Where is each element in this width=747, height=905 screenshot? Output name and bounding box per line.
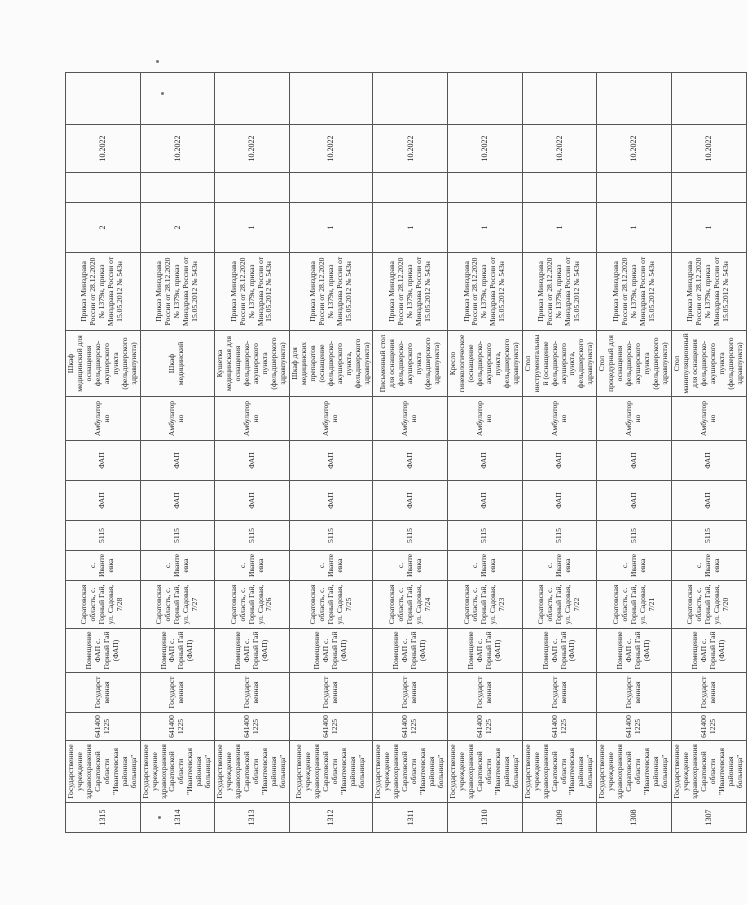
cell-ownership: Государственная (215, 673, 290, 713)
cell-date: 10.2022 (140, 125, 215, 173)
cell-ownership: Государственная (66, 673, 141, 713)
cell-code: 5115 (215, 521, 290, 551)
cell-type1: ФАП (289, 481, 373, 521)
cell-unit: Помещение ФАП с. Горный Гай (ФАП) (373, 629, 448, 673)
cell-address: Саратовская область, с. Горный Гай, ул. Садовая, 7/26 (215, 581, 290, 629)
cell-date: 10.2022 (671, 125, 746, 173)
cell-settlement: с. Ивантеевка (597, 551, 672, 581)
equipment-table (65, 72, 747, 833)
cell-unit: Помещение ФАП с. Горный Гай (ФАП) (66, 629, 141, 673)
cell-equipment: Стол манипуляционный для оснащения фельдшерско-акушерского пункта (фельдшерского здравпункта) (671, 331, 746, 397)
cell-order: Приказ Минздрава России от 28.12.2020 № 1379н, приказ Минздрава России от 15.05.2012 № 543н (597, 253, 672, 331)
cell-id: 1307 (671, 803, 746, 833)
cell-note (448, 73, 523, 125)
cell-org: Государственное учреждение здравоохранения Саратовской области "Ивантеевская районная больница" (66, 741, 141, 803)
cell-date: 10.2022 (66, 125, 141, 173)
cell-type1: ФАП (373, 481, 448, 521)
cell-type1: ФАП (66, 481, 141, 521)
cell-code: 5115 (597, 521, 672, 551)
table-body (66, 73, 747, 833)
cell-order: Приказ Минздрава России от 28.12.2020 № 1379н, приказ Минздрава России от 15.05.2012 № 543н (373, 253, 448, 331)
table-row (373, 73, 448, 833)
cell-code: 5115 (289, 521, 373, 551)
cell-qty-available (671, 173, 746, 203)
cell-org: Государственное учреждение здравоохранения Саратовской области "Ивантеевская районная больница" (522, 741, 597, 803)
cell-inn: 6414001225 (140, 713, 215, 741)
cell-org: Государственное учреждение здравоохранения Саратовской области "Ивантеевская районная больница" (215, 741, 290, 803)
cell-care: Амбулаторно (215, 397, 290, 441)
cell-ownership: Государственная (289, 673, 373, 713)
table-row (66, 73, 141, 833)
cell-order: Приказ Минздрава России от 28.12.2020 № 1379н, приказ Минздрава России от 15.05.2012 № 543н (289, 253, 373, 331)
cell-care: Амбулаторно (448, 397, 523, 441)
cell-unit: Помещение ФАП с. Горный Гай (ФАП) (671, 629, 746, 673)
cell-settlement: с. Ивантеевка (215, 551, 290, 581)
cell-id: 1308 (597, 803, 672, 833)
cell-org: Государственное учреждение здравоохранения Саратовской области "Ивантеевская районная больница" (140, 741, 215, 803)
cell-equipment: Стол процедурный для оснащения фельдшерско-акушерского пункта (фельдшерского здравпункта) (597, 331, 672, 397)
cell-qty-available (140, 173, 215, 203)
cell-type2: ФАП (448, 441, 523, 481)
cell-equipment: Кушетка медицинская для оснащения фельдшерско-акушерского пункта (фельдшерского здравпункта) (215, 331, 290, 397)
cell-id: 1314 (140, 803, 215, 833)
cell-settlement: с. Ивантеевка (373, 551, 448, 581)
cell-id: 1315 (66, 803, 141, 833)
cell-address: Саратовская область, с. Горный Гай, ул. Садовая, 7/28 (66, 581, 141, 629)
cell-type2: ФАП (671, 441, 746, 481)
cell-org: Государственное учреждение здравоохранения Саратовской области "Ивантеевская районная больница" (671, 741, 746, 803)
cell-address: Саратовская область, с. Горный Гай, ул. Садовая, 7/27 (140, 581, 215, 629)
cell-date: 10.2022 (522, 125, 597, 173)
cell-order: Приказ Минздрава России от 28.12.2020 № 1379н, приказ Минздрава России от 15.05.2012 № 543н (671, 253, 746, 331)
cell-inn: 6414001225 (671, 713, 746, 741)
cell-ownership: Государственная (373, 673, 448, 713)
cell-type2: ФАП (215, 441, 290, 481)
cell-note (289, 73, 373, 125)
cell-type2: ФАП (597, 441, 672, 481)
cell-type1: ФАП (215, 481, 290, 521)
cell-code: 5115 (448, 521, 523, 551)
cell-ownership: Государственная (522, 673, 597, 713)
scan-speck (156, 60, 159, 63)
cell-equipment: Шкаф для медицинских препаратов (оснащение фельдшерско-акушерского пункта, фельдшерского здравпункта) (289, 331, 373, 397)
cell-settlement: с. Ивантеевка (448, 551, 523, 581)
cell-date: 10.2022 (597, 125, 672, 173)
cell-org: Государственное учреждение здравоохранения Саратовской области "Ивантеевская районная больница" (597, 741, 672, 803)
cell-code: 5115 (671, 521, 746, 551)
cell-settlement: с. Ивантеевка (289, 551, 373, 581)
cell-note (373, 73, 448, 125)
cell-unit: Помещение ФАП с. Горный Гай (ФАП) (289, 629, 373, 673)
cell-order: Приказ Минздрава России от 28.12.2020 № 1379н, приказ Минздрава России от 15.05.2012 № 543н (448, 253, 523, 331)
cell-qty-available (373, 173, 448, 203)
cell-date: 10.2022 (215, 125, 290, 173)
cell-qty-available (289, 173, 373, 203)
cell-type2: ФАП (289, 441, 373, 481)
cell-id: 1312 (289, 803, 373, 833)
table-row (522, 73, 597, 833)
cell-note (522, 73, 597, 125)
cell-date: 10.2022 (289, 125, 373, 173)
cell-qty-available (448, 173, 523, 203)
cell-code: 5115 (66, 521, 141, 551)
cell-qty-required: 1 (597, 203, 672, 253)
cell-code: 5115 (373, 521, 448, 551)
cell-qty-required: 1 (373, 203, 448, 253)
cell-inn: 6414001225 (522, 713, 597, 741)
cell-id: 1311 (373, 803, 448, 833)
cell-qty-required: 1 (671, 203, 746, 253)
cell-unit: Помещение ФАП с. Горный Гай (ФАП) (215, 629, 290, 673)
cell-type1: ФАП (522, 481, 597, 521)
cell-org: Государственное учреждение здравоохранения Саратовской области "Ивантеевская районная больница" (448, 741, 523, 803)
cell-qty-available (597, 173, 672, 203)
cell-care: Амбулаторно (671, 397, 746, 441)
cell-qty-required: 2 (140, 203, 215, 253)
cell-org: Государственное учреждение здравоохранения Саратовской области "Ивантеевская районная больница" (373, 741, 448, 803)
cell-equipment: Кресло гинекологическое (оснащение фельдшерско-акушерского пункта, фельдшерского здравпункта) (448, 331, 523, 397)
cell-care: Амбулаторно (140, 397, 215, 441)
cell-inn: 6414001225 (289, 713, 373, 741)
cell-type1: ФАП (597, 481, 672, 521)
cell-unit: Помещение ФАП с. Горный Гай (ФАП) (140, 629, 215, 673)
cell-inn: 6414001225 (215, 713, 290, 741)
table-row (671, 73, 746, 833)
cell-equipment: Стол инструментальный (оснащение фельдшерско-акушерского пункта, фельдшерского здравпункта) (522, 331, 597, 397)
cell-qty-required: 1 (522, 203, 597, 253)
cell-ownership: Государственная (671, 673, 746, 713)
cell-date: 10.2022 (373, 125, 448, 173)
cell-note (671, 73, 746, 125)
cell-address: Саратовская область, с. Горный Гай, ул. Садовая, 7/21 (597, 581, 672, 629)
cell-inn: 6414001225 (448, 713, 523, 741)
cell-type2: ФАП (66, 441, 141, 481)
cell-address: Саратовская область, с. Горный Гай, ул. Садовая, 7/25 (289, 581, 373, 629)
cell-order: Приказ Минздрава России от 28.12.2020 № 1379н, приказ Минздрава России от 15.05.2012 № 543н (66, 253, 141, 331)
cell-type1: ФАП (140, 481, 215, 521)
table-row (289, 73, 373, 833)
cell-note (66, 73, 141, 125)
cell-org: Государственное учреждение здравоохранения Саратовской области "Ивантеевская районная больница" (289, 741, 373, 803)
cell-care: Амбулаторно (289, 397, 373, 441)
cell-type2: ФАП (373, 441, 448, 481)
cell-order: Приказ Минздрава России от 28.12.2020 № 1379н, приказ Минздрава России от 15.05.2012 № 543н (215, 253, 290, 331)
cell-settlement: с. Ивантеевка (522, 551, 597, 581)
cell-ownership: Государственная (140, 673, 215, 713)
cell-order: Приказ Минздрава России от 28.12.2020 № 1379н, приказ Минздрава России от 15.05.2012 № 543н (522, 253, 597, 331)
cell-inn: 6414001225 (373, 713, 448, 741)
cell-settlement: с. Ивантеевка (66, 551, 141, 581)
cell-inn: 6414001225 (66, 713, 141, 741)
cell-unit: Помещение ФАП с. Горный Гай (ФАП) (522, 629, 597, 673)
table-row (140, 73, 215, 833)
cell-settlement: с. Ивантеевка (671, 551, 746, 581)
cell-type2: ФАП (140, 441, 215, 481)
cell-code: 5115 (522, 521, 597, 551)
cell-code: 5115 (140, 521, 215, 551)
cell-note (140, 73, 215, 125)
cell-unit: Помещение ФАП с. Горный Гай (ФАП) (448, 629, 523, 673)
cell-ownership: Государственная (597, 673, 672, 713)
cell-note (597, 73, 672, 125)
cell-type1: ФАП (671, 481, 746, 521)
cell-qty-required: 2 (66, 203, 141, 253)
cell-address: Саратовская область, с. Горный Гай, ул. Садовая, 7/24 (373, 581, 448, 629)
cell-order: Приказ Минздрава России от 28.12.2020 № 1379н, приказ Минздрава России от 15.05.2012 № 543н (140, 253, 215, 331)
cell-equipment: Шкаф медицинский для оснащения фельдшерско-акушерского пункта (фельдшерского здравпункта) (66, 331, 141, 397)
cell-qty-available (522, 173, 597, 203)
cell-unit: Помещение ФАП с. Горный Гай (ФАП) (597, 629, 672, 673)
cell-id: 1310 (448, 803, 523, 833)
cell-ownership: Государственная (448, 673, 523, 713)
cell-care: Амбулаторно (373, 397, 448, 441)
cell-qty-available (215, 173, 290, 203)
cell-care: Амбулаторно (66, 397, 141, 441)
cell-type2: ФАП (522, 441, 597, 481)
cell-equipment: Шкаф медицинский (140, 331, 215, 397)
cell-inn: 6414001225 (597, 713, 672, 741)
cell-equipment: Письменный стол для оснащения фельдшерско-акушерского пункта (фельдшерского здравпункта) (373, 331, 448, 397)
cell-address: Саратовская область, с. Горный Гай, ул. Садовая, 7/23 (448, 581, 523, 629)
cell-care: Амбулаторно (597, 397, 672, 441)
cell-id: 1313 (215, 803, 290, 833)
cell-type1: ФАП (448, 481, 523, 521)
cell-date: 10.2022 (448, 125, 523, 173)
cell-qty-available (66, 173, 141, 203)
cell-qty-required: 1 (448, 203, 523, 253)
table-row (597, 73, 672, 833)
cell-settlement: с. Ивантеевка (140, 551, 215, 581)
rotated-table-container (65, 73, 744, 833)
cell-address: Саратовская область, с. Горный Гай, ул. Садовая, 7/20 (671, 581, 746, 629)
cell-care: Амбулаторно (522, 397, 597, 441)
table-row (215, 73, 290, 833)
cell-note (215, 73, 290, 125)
cell-qty-required: 1 (215, 203, 290, 253)
table-row (448, 73, 523, 833)
cell-id: 1309 (522, 803, 597, 833)
cell-address: Саратовская область, с. Горный Гай, ул. Садовая, 7/22 (522, 581, 597, 629)
cell-qty-required: 1 (289, 203, 373, 253)
